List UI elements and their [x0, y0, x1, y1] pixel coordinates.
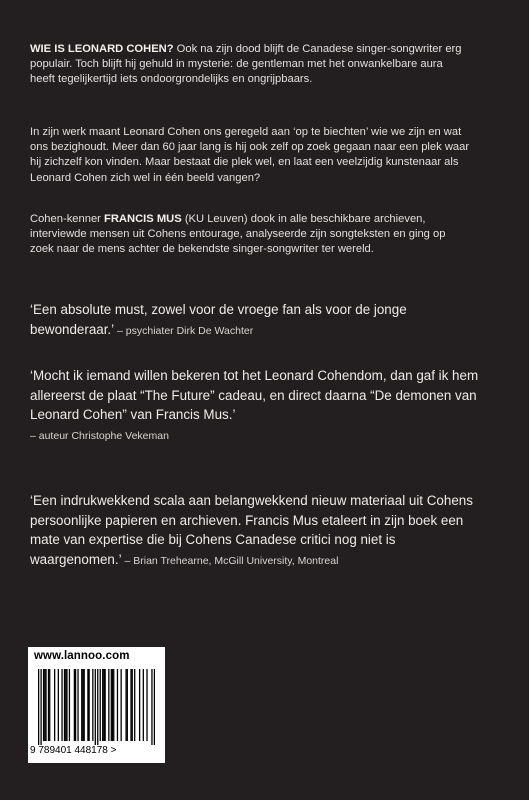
barcode-bar	[117, 669, 118, 741]
barcode-bar	[95, 669, 96, 745]
barcode-bar	[38, 669, 39, 745]
author-intro-text: Cohen-kenner	[30, 213, 105, 225]
barcode-bar	[92, 669, 93, 741]
description-paragraph: In zijn werk maant Leonard Cohen ons geregeld aan ‘op te biechten’ wie we zijn en wat ons bezighoudt. Meer dan 60 jaar lang is hij ook zelf op zoek gegaan naar een plek waar hij zichzelf kon vinden. Maar bestaat die plek wel, en laat een veelzijdig kunstenaar als Leonard Cohen zich wel in één beeld vangen?	[30, 126, 470, 184]
barcode-bar	[45, 669, 46, 741]
quote-1-text: ‘Een absolute must, zowel voor de vroege fan als voor de jonge bewonderaar.’	[30, 302, 407, 337]
barcode-bar	[143, 669, 144, 741]
intro-heading: WIE IS LEONARD COHEN?	[30, 43, 174, 55]
barcode-bar	[112, 669, 113, 741]
intro-text: Ook na zijn dood blijft de Canadese singer-songwriter erg populair. Toch blijft hij gehuld in mysterie: de gentleman met het onwankelbare aura heeft tegelijkertijd iets ondoorgrondelijks en ongrijpbaars.	[30, 43, 462, 86]
isbn-barcode	[38, 669, 155, 745]
barcode-bar	[102, 669, 103, 741]
barcode-bar	[121, 669, 122, 741]
intro-paragraph	[30, 42, 470, 88]
barcode-bar	[66, 669, 67, 741]
barcode-bar	[100, 669, 101, 741]
quote-2	[30, 366, 480, 446]
barcode-bar	[54, 669, 55, 741]
barcode-bar	[125, 669, 126, 741]
quote-3	[30, 491, 480, 571]
barcode-bar	[132, 669, 133, 741]
barcode-bar	[127, 669, 128, 741]
barcode-bar	[58, 669, 59, 741]
barcode-bar	[134, 669, 135, 741]
barcode-bar	[48, 669, 49, 741]
barcode-bar	[87, 669, 88, 741]
barcode-bar	[88, 669, 89, 741]
isbn-number: 9 789401 448178 >	[30, 745, 117, 756]
barcode-bar	[97, 669, 98, 745]
barcode-bar	[103, 669, 104, 741]
barcode-bar	[49, 669, 50, 741]
author-paragraph	[30, 212, 470, 258]
quote-1-attribution: – psychiater Dirk De Wachter	[114, 324, 254, 337]
barcode-bar	[64, 669, 65, 741]
barcode-bar	[69, 669, 70, 741]
barcode-bar	[74, 669, 75, 741]
barcode-bar	[75, 669, 76, 741]
barcode-bar	[61, 669, 62, 741]
barcode-bar	[146, 669, 147, 741]
quote-2-attribution: – auteur Christophe Vekeman	[30, 429, 169, 442]
barcode-bar	[82, 669, 83, 741]
barcode-bar	[154, 669, 155, 745]
quote-1	[30, 300, 480, 341]
barcode-block	[28, 647, 165, 763]
publisher-url: www.lannoo.com	[34, 650, 130, 662]
barcode-bar	[113, 669, 114, 741]
author-name: FRANCIS MUS	[104, 213, 182, 225]
barcode-bar	[130, 669, 131, 741]
author-description: (KU Leuven) dook in alle beschikbare archieven, interviewde mensen uit Cohens entourage, analyseerde zijn songteksten en ging op zoek naar de mens achter de bekendste singer-songwriter ter wereld.	[30, 213, 446, 256]
barcode-bar	[105, 669, 106, 741]
quote-2-text: ‘Mocht ik iemand willen bekeren tot het Leonard Cohendom, dan gaf ik hem allereerst de plaat “The Future” cadeau, en direct daarna “De demonen van Leonard Cohen” van Francis Mus.’	[30, 368, 479, 422]
barcode-bar	[65, 669, 66, 741]
barcode-bar	[111, 669, 112, 741]
barcode-bar	[139, 669, 140, 741]
barcode-bar	[81, 669, 82, 741]
barcode-bar	[151, 669, 152, 745]
barcode-bar	[40, 669, 41, 745]
quote-3-text: ‘Een indrukwekkend scala aan belangwekkend nieuw materiaal uit Cohens persoonlijke papieren en archieven. Francis Mus etaleert in zijn boek een mate van expertise die bij Cohens Canadese critici nog niet is waargenomen.’	[30, 493, 473, 567]
barcode-bar	[43, 669, 44, 741]
barcode-bar	[108, 669, 109, 741]
quote-3-attribution: – Brian Trehearne, McGill University, Montreal	[121, 554, 339, 567]
barcode-bar	[44, 669, 45, 741]
barcode-bar	[84, 669, 85, 741]
barcode-bar	[77, 669, 78, 741]
